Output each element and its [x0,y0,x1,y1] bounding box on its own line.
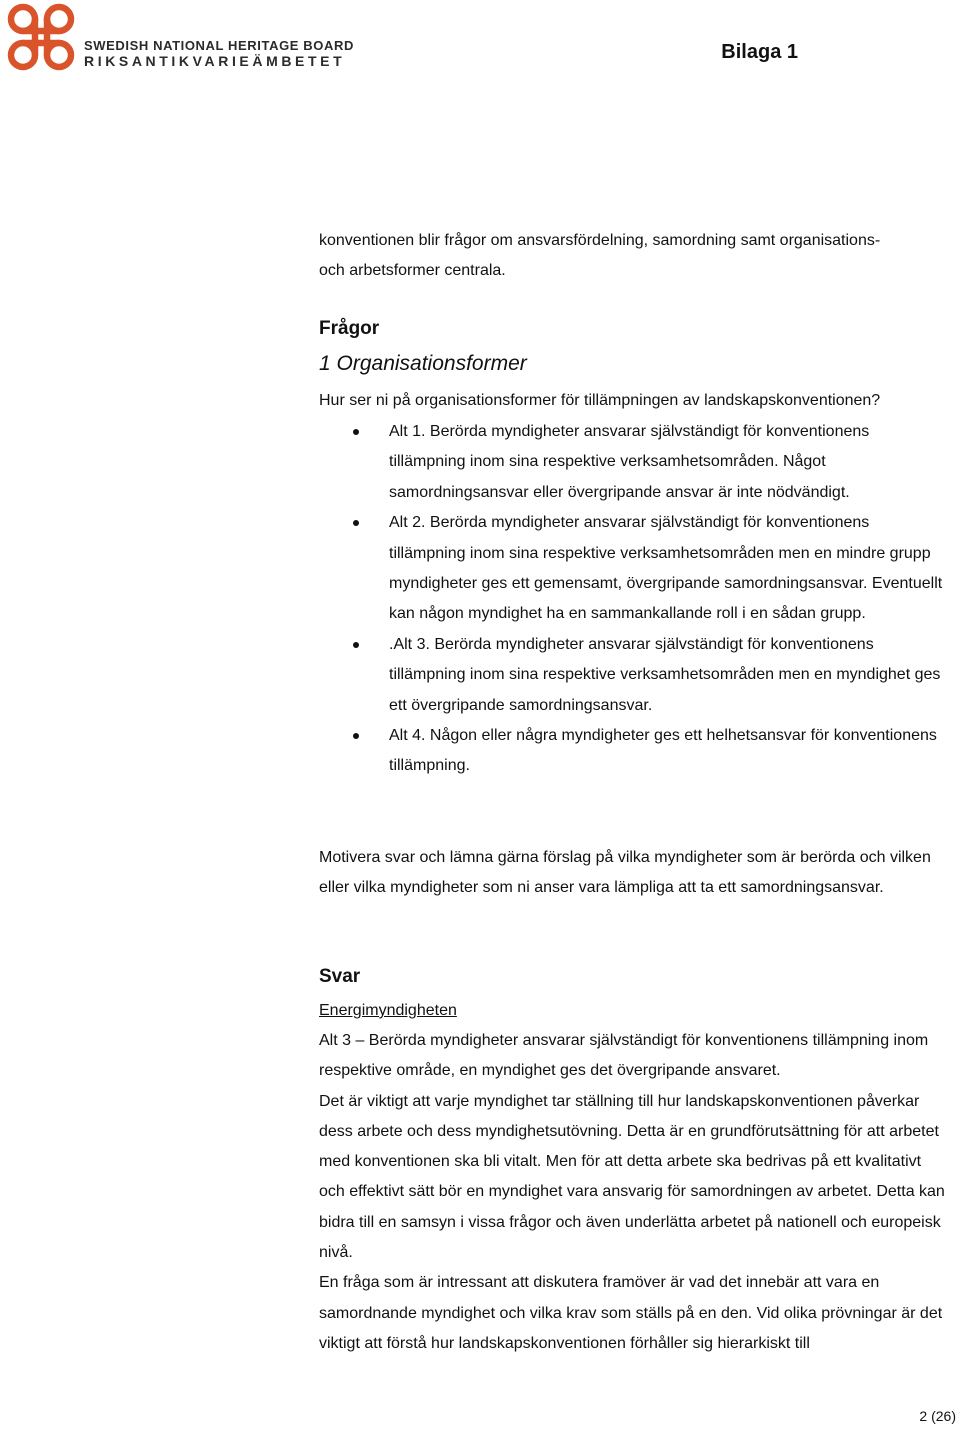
riksantikvarieambetet-logo [4,0,354,74]
appendix-label: Bilaga 1 [721,41,798,63]
answer-heading: Svar [319,966,361,987]
list-item: Alt 2. Berörda myndigheter ansvarar självständigt för konventionens tillämpning inom sina respektive verksamhetsområden men en mindre grupp myndigheter ges ett gemensamt, övergripande samordningsansvar. Eventuellt kan någon myndighet ha en sammankallande roll i en sådan grupp. [319,508,949,630]
question-text: Hur ser ni på organisationsformer för tillämpningen av landskapskonventionen? [319,392,881,409]
page-number: 2 (26) [919,1408,956,1424]
section-subheading: 1 Organisationsformer [319,352,527,375]
list-item: .Alt 3. Berörda myndigheter ansvarar självständigt för konventionens tillämpning inom sina respektive verksamhetsområden men en myndighet ges ett övergripande samordningsansvar. [319,630,949,721]
alternatives-list [319,417,949,782]
intro-paragraph [319,226,949,287]
questions-section [319,318,949,340]
motivation-text: Motivera svar och lämna gärna förslag på vilka myndigheter som är berörda och vilken eller vilka myndigheter som ni anser vara lämpliga att ta ett samordningsansvar. [319,849,931,897]
answer-paragraph-2: Det är viktigt att varje myndighet tar ställning till hur landskapskonventionen påverkar dess arbete och dess myndighetsutövning. Detta är en grundförutsättning för att arbetet med konventionen ska bli vitalt. Men för att detta arbete ska bedrivas på ett kvalitativt och effektivt sätt bör en myndighet vara ansvarig för samordningen av arbetet. Detta kan bidra till en samsyn i vissa frågor och även underlätta arbetet på nationell och europeisk nivå. [319,1092,945,1262]
answer-body [319,1026,949,1359]
list-item: Alt 1. Berörda myndigheter ansvarar självständigt för konventionens tillämpning inom sina respektive verksamhetsområden. Något samordningsansvar eller övergripande ansvar är inte nödvändigt. [319,417,949,508]
logo-text-swedish: RIKSANTIKVARIEÄMBETET [84,53,346,69]
heritage-board-emblem-icon [4,0,80,74]
questions-heading: Frågor [319,318,380,339]
intro-line-2: och arbetsformer centrala. [319,262,506,280]
intro-line-1: konventionen blir frågor om ansvarsfördelning, samordning samt organisations- [319,232,881,249]
answer-paragraph-1: Alt 3 – Berörda myndigheter ansvarar självständigt för konventionens tillämpning inom respektive område, en myndighet ges det övergripande ansvaret. [319,1032,929,1080]
respondent-name: Energimyndigheten [319,1002,457,1019]
answer-paragraph-3: En fråga som är intressant att diskutera framöver är vad det innebär att vara en samordnande myndighet och vilka krav som ställs på en den. Vid olika prövningar är det viktigt att förstå hur landskapskonventionen förhåller sig hierarkiskt till [319,1274,943,1352]
logo-text-english: SWEDISH NATIONAL HERITAGE BOARD [84,38,354,53]
list-item: Alt 4. Någon eller några myndigheter ges ett helhetsansvar för konventionens tillämpning. [319,721,949,782]
